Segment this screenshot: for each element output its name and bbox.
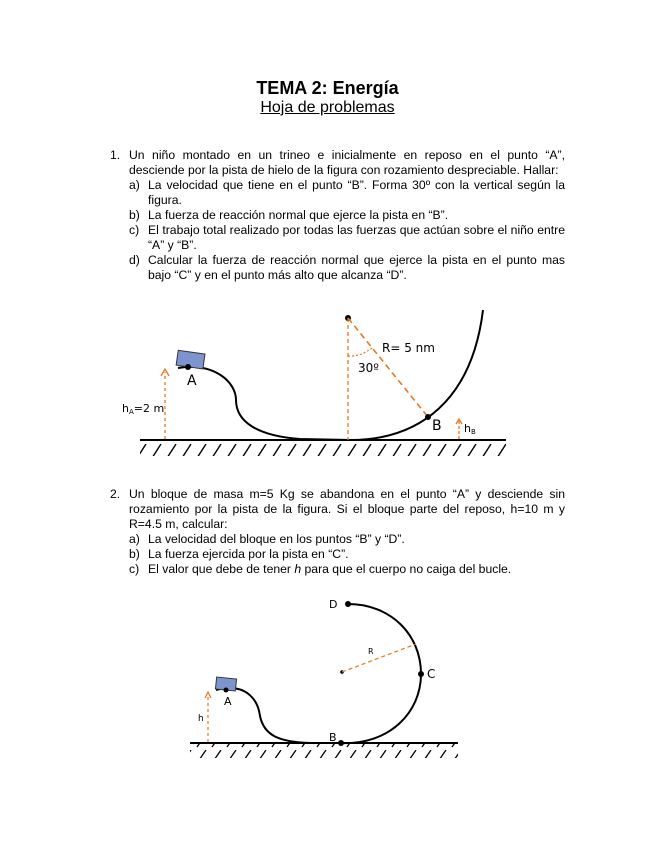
- problem-statement: Un bloque de masa m=5 Kg se abandona en el punto “A” y desciende sin rozamiento por la pista de la figura. Si el bloque parte del reposo, h=10 m y R=4.5 m, calcular:: [129, 487, 565, 531]
- height-b-label: hB: [464, 422, 476, 436]
- point-d-dot: [345, 601, 351, 607]
- problem-item: d) Calcular la fuerza de reacción normal que ejerce la pista en el punto mas bajo “C” y en el punto más alto que alcanza “D”.: [129, 253, 565, 282]
- point-a-label: A: [224, 695, 232, 708]
- problem-1: [110, 148, 565, 283]
- radius-dashed: [342, 644, 416, 672]
- point-b-label: B: [329, 731, 337, 744]
- problem-item: b) La fuerza ejercida por la pista en “C”.: [129, 547, 349, 561]
- point-b-dot: [425, 414, 431, 420]
- problem-item: a) La velocidad del bloque en los puntos “B” y “D”.: [129, 532, 405, 546]
- hill-curve: [216, 688, 341, 743]
- problem-number: 1.: [110, 148, 121, 162]
- problem-items: [129, 532, 565, 577]
- point-a-dot: [224, 688, 229, 693]
- problem-2: [110, 487, 565, 577]
- ground-hatching: [140, 441, 506, 456]
- loop-circle: [341, 604, 421, 743]
- problem-item: b) La fuerza de reacción normal que ejerce la pista en “B”.: [129, 208, 449, 222]
- point-d-label: D: [329, 598, 338, 611]
- problem-item: c) El valor que debe de tener h para que el cuerpo no caiga del bucle.: [129, 562, 512, 576]
- angle-label: 30º: [358, 361, 379, 375]
- page-subtitle: Hoja de problemas: [260, 99, 395, 116]
- figure-1-sled-track: [0, 300, 655, 465]
- problem-item: a) La velocidad que tiene en el punto “B”. Forma 30º con la vertical según la figura.: [129, 178, 565, 207]
- radius-label: R= 5 nm: [382, 341, 435, 355]
- point-c-label: C: [427, 667, 436, 681]
- point-b-label: B: [432, 418, 442, 434]
- point-c-dot: [418, 671, 424, 677]
- ground-hatching: [190, 744, 458, 758]
- height-a-label: hA=2 m: [122, 402, 165, 416]
- page-title: TEMA 2: Energía: [256, 78, 399, 98]
- radius-label: R: [368, 647, 374, 656]
- problem-item: c) El trabajo total realizado por todas las fuerzas que actúan sobre el niño entre “A” y “B”.: [129, 223, 565, 252]
- problem-statement: Un niño montado en un trineo e inicialmente en reposo en el punto “A”, desciende por la pista de hielo de la figura con rozamiento despreciable. Hallar:: [129, 148, 565, 177]
- figure-2-loop-track: [0, 590, 655, 765]
- problem-items: [129, 178, 565, 283]
- height-label: h: [198, 714, 204, 724]
- point-a-label: A: [187, 373, 197, 389]
- point-b-dot: [338, 740, 344, 746]
- point-a-dot: [185, 364, 191, 370]
- problem-number: 2.: [110, 487, 121, 501]
- angle-arc: [348, 348, 372, 356]
